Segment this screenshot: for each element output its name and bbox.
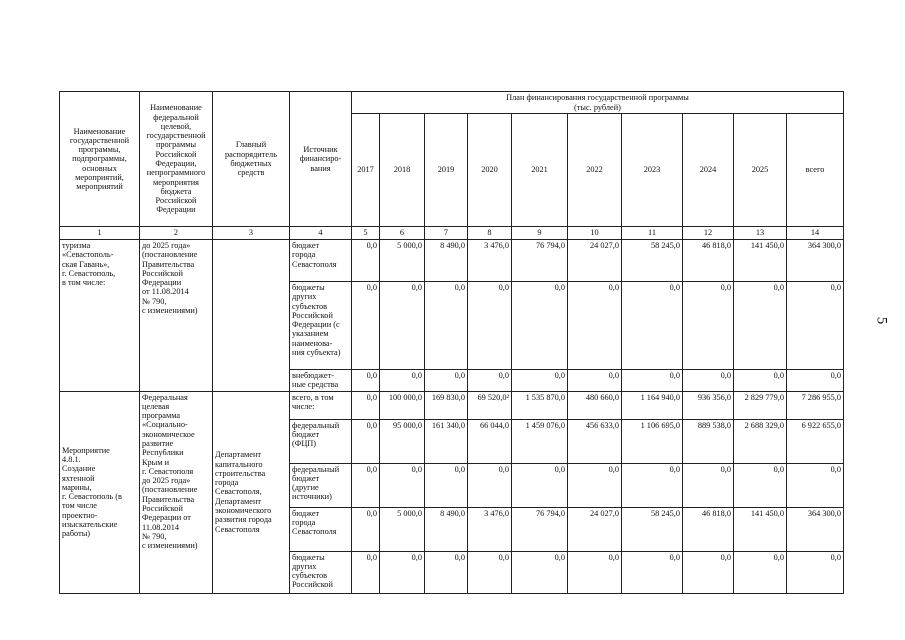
funding-value: 58 245,0 xyxy=(622,240,683,282)
funding-value: 889 538,0 xyxy=(683,419,734,463)
funding-value: 0,0 xyxy=(380,282,425,370)
funding-value: 0,0 xyxy=(380,551,425,593)
funding-value: 141 450,0 xyxy=(734,507,787,551)
funding-value: 0,0 xyxy=(352,282,380,370)
financing-table xyxy=(59,91,844,594)
column-index: 7 xyxy=(425,227,468,240)
funding-value: 0,0 xyxy=(787,282,844,370)
funding-value: 0,0 xyxy=(468,370,512,392)
header-program-name: Наименование государственной программы, подпрограммы, основных мероприятий, мероприятий xyxy=(60,92,140,227)
funding-value: 0,0 xyxy=(352,419,380,463)
column-index: 3 xyxy=(213,227,290,240)
header-year: 2025 xyxy=(734,114,787,227)
funding-value: 0,0 xyxy=(352,463,380,507)
table-row xyxy=(60,391,844,419)
federal-program-name: до 2025 года» (постановление Правительства Российской Федерации от 11.08.2014 № 790, с изменениями) xyxy=(140,240,213,392)
table-row xyxy=(60,240,844,282)
header-year: 2018 xyxy=(380,114,425,227)
column-index: 5 xyxy=(352,227,380,240)
funding-source: федеральный бюджет (ФЦП) xyxy=(290,419,352,463)
funding-value: 364 300,0 xyxy=(787,507,844,551)
funding-source: всего, в том числе: xyxy=(290,391,352,419)
federal-program-name: Федеральная целевая программа «Социально- экономическое развитие Республики Крым и г. Севастополя до 2025 года» (постановление Правительства Российской Федерации от 11.08.2014 № 790, с изменениями) xyxy=(140,391,213,593)
funding-value: 1 459 076,0 xyxy=(512,419,568,463)
funding-value: 0,0 xyxy=(787,370,844,392)
funding-value: 0,0 xyxy=(734,370,787,392)
funding-value: 0,0 xyxy=(787,551,844,593)
funding-value: 0,0 xyxy=(568,370,622,392)
funding-value: 936 356,0 xyxy=(683,391,734,419)
funding-value: 0,0 xyxy=(622,370,683,392)
funding-value: 0,0 xyxy=(512,463,568,507)
funding-source: бюджет города Севастополя xyxy=(290,240,352,282)
header-year: 2020 xyxy=(468,114,512,227)
funding-source: внебюджет- ные средства xyxy=(290,370,352,392)
funding-value: 0,0 xyxy=(512,282,568,370)
column-index: 4 xyxy=(290,227,352,240)
funding-value: 0,0 xyxy=(568,551,622,593)
funding-value: 0,0 xyxy=(352,391,380,419)
funding-value: 141 450,0 xyxy=(734,240,787,282)
funding-value: 0,0 xyxy=(734,463,787,507)
funding-value: 480 660,0 xyxy=(568,391,622,419)
header-year: 2017 xyxy=(352,114,380,227)
funding-value: 0,0 xyxy=(787,463,844,507)
funding-value: 364 300,0 xyxy=(787,240,844,282)
funding-value: 0,0 xyxy=(425,370,468,392)
funding-value: 0,0 xyxy=(734,551,787,593)
funding-value: 76 794,0 xyxy=(512,240,568,282)
funding-value: 2 829 779,0 xyxy=(734,391,787,419)
column-index: 8 xyxy=(468,227,512,240)
funding-value: 3 476,0 xyxy=(468,507,512,551)
funding-value: 0,0 xyxy=(425,282,468,370)
header-year: всего xyxy=(787,114,844,227)
funding-value: 0,0 xyxy=(683,463,734,507)
funding-value: 69 520,0² xyxy=(468,391,512,419)
funding-value: 100 000,0 xyxy=(380,391,425,419)
funding-source: бюджеты других субъектов Российской xyxy=(290,551,352,593)
funding-value: 0,0 xyxy=(352,240,380,282)
funding-value: 0,0 xyxy=(425,463,468,507)
funding-value: 0,0 xyxy=(683,282,734,370)
column-index: 12 xyxy=(683,227,734,240)
funding-value: 0,0 xyxy=(622,282,683,370)
funding-value: 1 535 870,0 xyxy=(512,391,568,419)
column-index: 2 xyxy=(140,227,213,240)
funding-value: 161 340,0 xyxy=(425,419,468,463)
funding-value: 8 490,0 xyxy=(425,507,468,551)
funding-value: 0,0 xyxy=(352,370,380,392)
funding-value: 0,0 xyxy=(352,507,380,551)
funding-value: 169 830,0 xyxy=(425,391,468,419)
funding-value: 1 164 940,0 xyxy=(622,391,683,419)
funding-value: 76 794,0 xyxy=(512,507,568,551)
funding-value: 456 633,0 xyxy=(568,419,622,463)
funding-value: 0,0 xyxy=(683,370,734,392)
header-plan: План финансирования государственной программы (тыс. рублей) xyxy=(352,92,844,114)
funding-value: 8 490,0 xyxy=(425,240,468,282)
budget-distributor: Департамент капитального строительства города Севастополя, Департамент экономического развития города Севастополя xyxy=(213,391,290,593)
column-index: 10 xyxy=(568,227,622,240)
header-year: 2023 xyxy=(622,114,683,227)
funding-value: 2 688 329,0 xyxy=(734,419,787,463)
funding-value: 0,0 xyxy=(380,463,425,507)
funding-value: 0,0 xyxy=(568,282,622,370)
funding-value: 46 818,0 xyxy=(683,507,734,551)
funding-value: 0,0 xyxy=(622,463,683,507)
activity-name: туризма «Севастополь- ская Гавань», г. Севастополь, в том числе: xyxy=(60,240,140,392)
budget-distributor xyxy=(213,240,290,392)
column-index: 11 xyxy=(622,227,683,240)
header-year: 2024 xyxy=(683,114,734,227)
funding-value: 95 000,0 xyxy=(380,419,425,463)
funding-value: 0,0 xyxy=(683,551,734,593)
header-year: 2021 xyxy=(512,114,568,227)
funding-value: 24 027,0 xyxy=(568,507,622,551)
funding-value: 0,0 xyxy=(425,551,468,593)
funding-value: 0,0 xyxy=(512,551,568,593)
funding-value: 5 000,0 xyxy=(380,507,425,551)
funding-source: бюджет города Севастополя xyxy=(290,507,352,551)
funding-value: 0,0 xyxy=(380,370,425,392)
funding-value: 5 000,0 xyxy=(380,240,425,282)
funding-value: 0,0 xyxy=(468,551,512,593)
funding-value: 0,0 xyxy=(512,370,568,392)
funding-source: федеральный бюджет (другие источники) xyxy=(290,463,352,507)
column-index: 13 xyxy=(734,227,787,240)
column-index: 6 xyxy=(380,227,425,240)
header-source: Источник финансиро- вания xyxy=(290,92,352,227)
header-federal-program: Наименование федеральной целевой, государственной программы Российской Федерации, непрограммного мероприятия бюджета Российской Федерации xyxy=(140,92,213,227)
funding-value: 1 106 695,0 xyxy=(622,419,683,463)
column-index: 14 xyxy=(787,227,844,240)
funding-value: 7 286 955,0 xyxy=(787,391,844,419)
column-index: 1 xyxy=(60,227,140,240)
funding-value: 0,0 xyxy=(468,282,512,370)
column-index: 9 xyxy=(512,227,568,240)
header-year: 2022 xyxy=(568,114,622,227)
activity-name: Мероприятие 4.8.1. Создание яхтенной марины, г. Севастополь (в том числе проектно- изыскательские работы) xyxy=(60,391,140,593)
funding-value: 3 476,0 xyxy=(468,240,512,282)
funding-value: 0,0 xyxy=(352,551,380,593)
funding-source: бюджеты других субъектов Российской Федерации (с указанием наименова- ния субъекта) xyxy=(290,282,352,370)
funding-value: 0,0 xyxy=(468,463,512,507)
funding-value: 24 027,0 xyxy=(568,240,622,282)
funding-value: 46 818,0 xyxy=(683,240,734,282)
header-year: 2019 xyxy=(425,114,468,227)
page-number: 5 xyxy=(873,316,890,325)
funding-value: 66 044,0 xyxy=(468,419,512,463)
funding-value: 0,0 xyxy=(568,463,622,507)
header-distributor: Главный распорядитель бюджетных средств xyxy=(213,92,290,227)
funding-value: 0,0 xyxy=(734,282,787,370)
funding-value: 6 922 655,0 xyxy=(787,419,844,463)
funding-value: 0,0 xyxy=(622,551,683,593)
funding-value: 58 245,0 xyxy=(622,507,683,551)
